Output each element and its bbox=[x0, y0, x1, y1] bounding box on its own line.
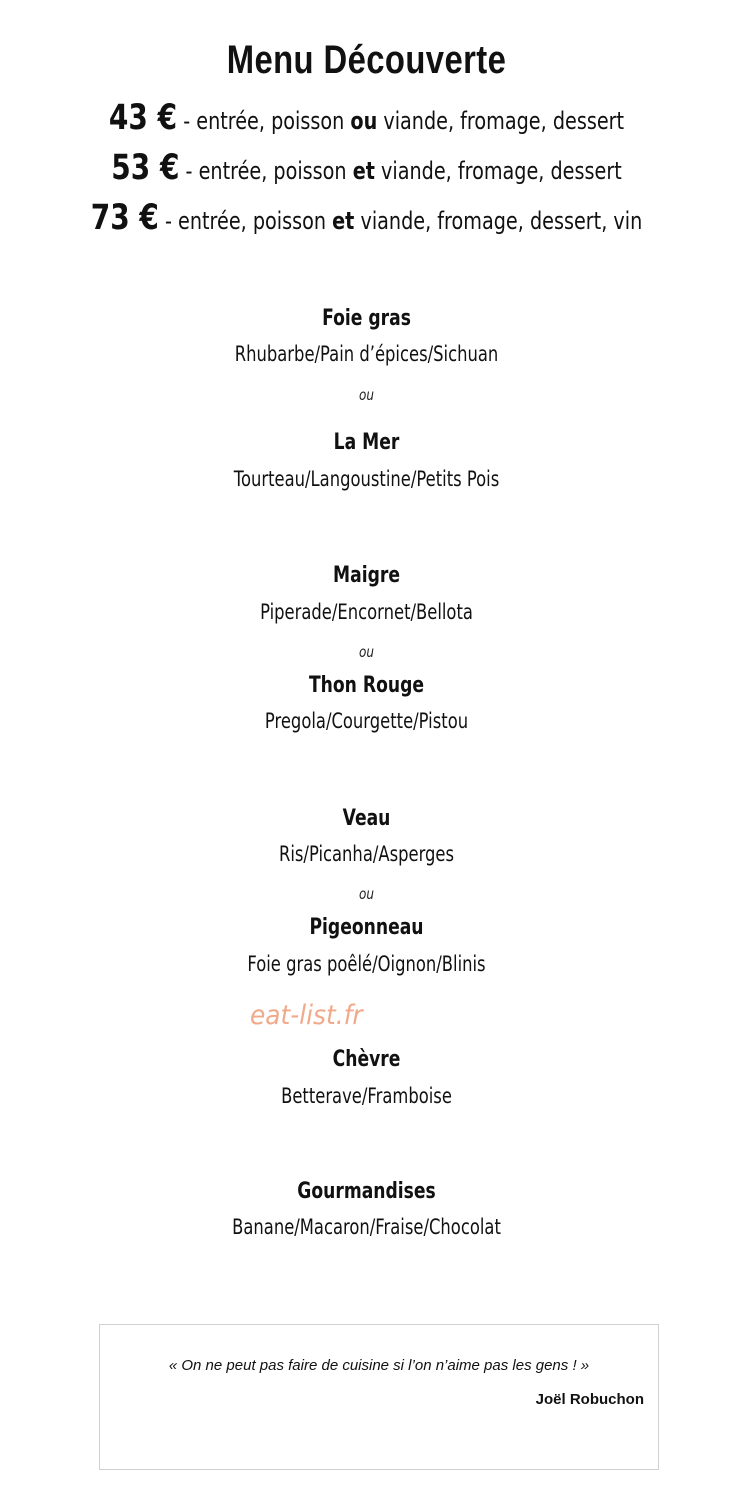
dish-desc-thon-rouge: Pregola/Courgette/Pistou bbox=[264, 709, 469, 733]
price-amount: 73 € bbox=[90, 198, 159, 238]
or-separator: ou bbox=[359, 643, 374, 661]
dish-desc-chevre: Betterave/Framboise bbox=[281, 1084, 452, 1108]
dish-desc-veau: Ris/Picanha/Asperges bbox=[278, 842, 455, 866]
price-amount: 53 € bbox=[111, 148, 180, 188]
dish-desc-la-mer: Tourteau/Langoustine/Petits Pois bbox=[233, 467, 500, 491]
menu-title: Menu Découverte bbox=[226, 38, 507, 82]
price-text: viande, fromage, dessert, vin bbox=[354, 207, 643, 235]
or-separator: ou bbox=[359, 386, 374, 404]
price-line-53 bbox=[73, 148, 659, 188]
price-text: - entrée, poisson bbox=[177, 107, 351, 135]
watermark-logo: eat-list.fr bbox=[250, 1000, 363, 1031]
quote-box bbox=[99, 1324, 659, 1470]
or-separator: ou bbox=[359, 885, 374, 903]
price-conjunction: et bbox=[352, 157, 375, 185]
dish-desc-pigeonneau: Foie gras poêlé/Oignon/Blinis bbox=[247, 952, 486, 976]
dish-desc-foie-gras: Rhubarbe/Pain d’épices/Sichuan bbox=[234, 342, 499, 366]
quote-author: Joël Robuchon bbox=[535, 1391, 644, 1408]
dish-name-maigre: Maigre bbox=[333, 563, 400, 588]
price-line-73 bbox=[73, 198, 659, 238]
price-text: - entrée, poisson bbox=[179, 157, 353, 185]
price-conjunction: et bbox=[332, 207, 355, 235]
price-amount: 43 € bbox=[108, 98, 178, 138]
price-text: viande, fromage, dessert bbox=[377, 107, 625, 135]
dish-name-veau: Veau bbox=[342, 806, 391, 831]
dish-name-chevre: Chèvre bbox=[332, 1047, 401, 1072]
price-conjunction: ou bbox=[350, 107, 378, 135]
dish-name-pigeonneau: Pigeonneau bbox=[309, 915, 424, 940]
quote-text: « On ne peut pas faire de cuisine si l’on n’aime pas les gens ! » bbox=[168, 1357, 590, 1374]
dish-name-foie-gras: Foie gras bbox=[322, 306, 411, 331]
dish-name-thon-rouge: Thon Rouge bbox=[308, 673, 425, 698]
dish-name-gourmandises: Gourmandises bbox=[297, 1179, 436, 1204]
dish-desc-gourmandises: Banane/Macaron/Fraise/Chocolat bbox=[232, 1215, 501, 1239]
price-text: - entrée, poisson bbox=[158, 207, 333, 235]
price-line-43 bbox=[73, 98, 659, 138]
dish-name-la-mer: La Mer bbox=[333, 430, 400, 455]
price-text: viande, fromage, dessert bbox=[374, 157, 622, 185]
dish-desc-maigre: Piperade/Encornet/Bellota bbox=[260, 600, 473, 624]
